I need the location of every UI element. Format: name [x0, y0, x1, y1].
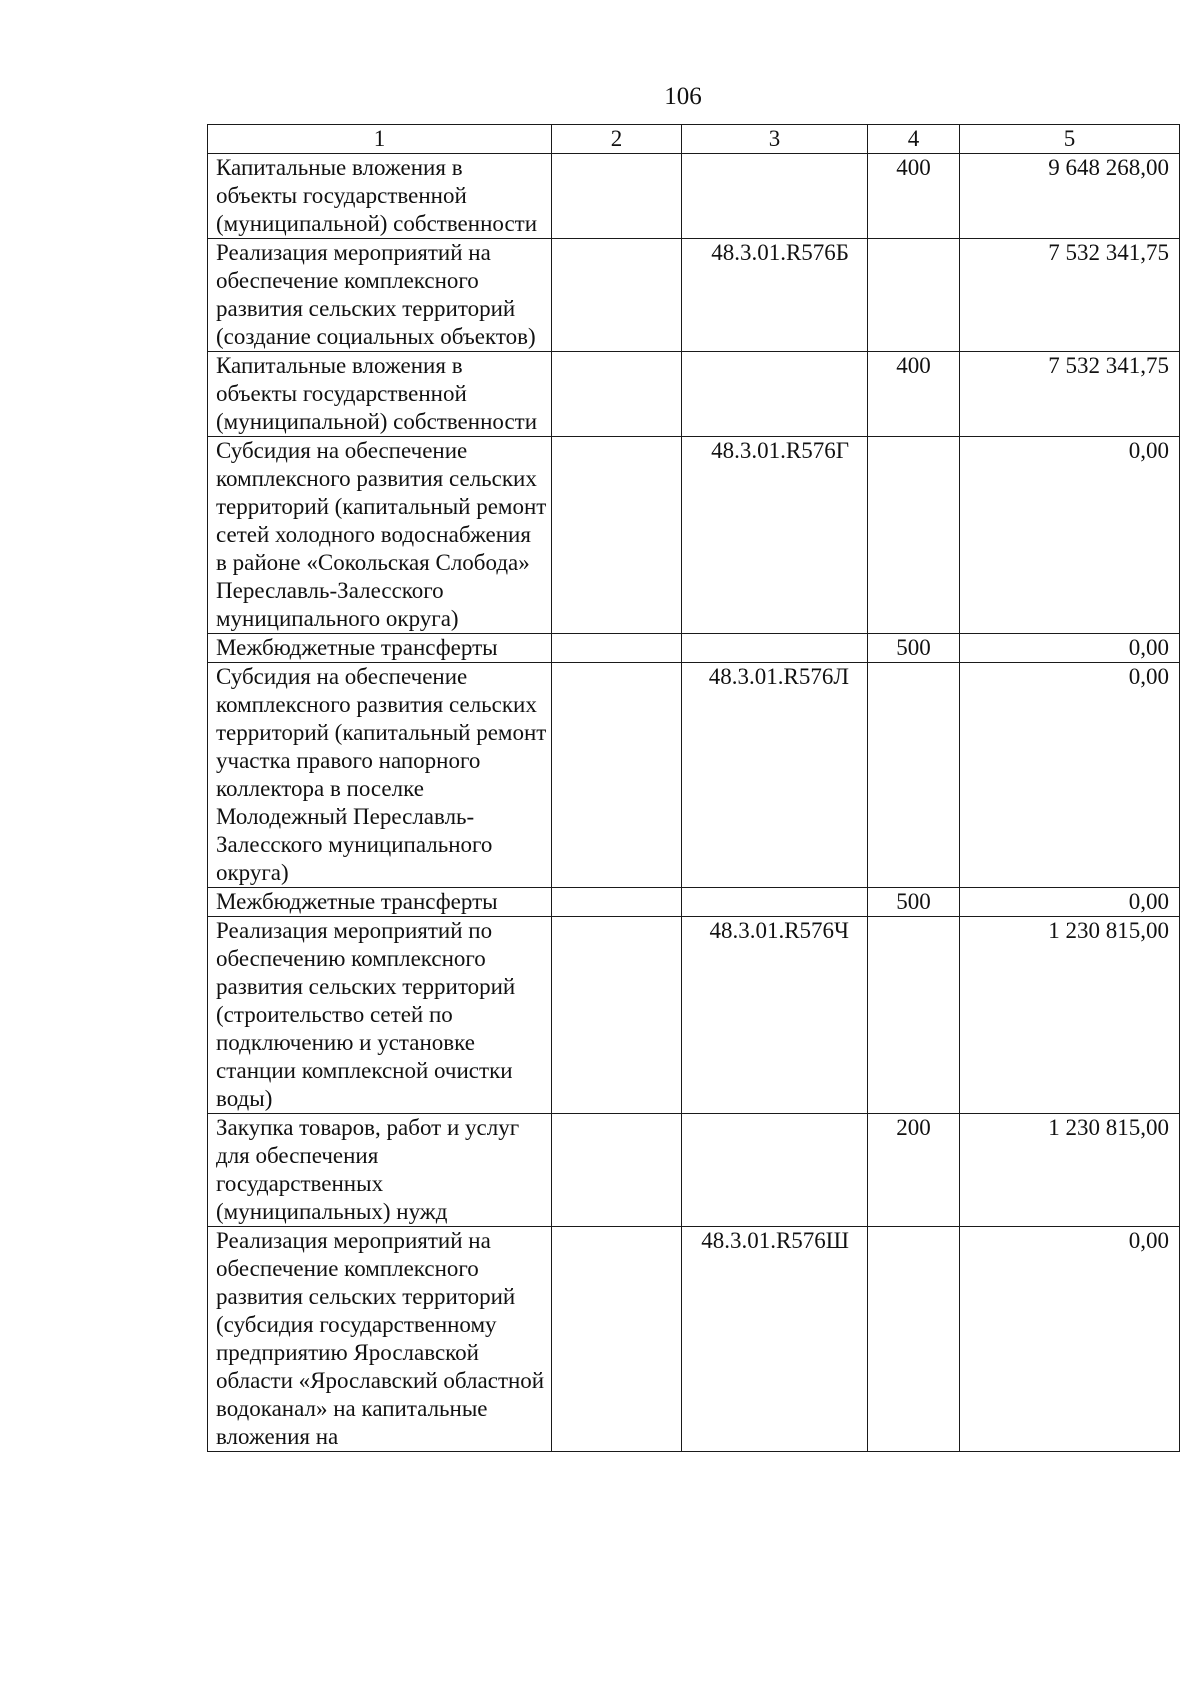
row-name: Субсидия на обеспечение комплексного развития сельских территорий (капитальный ремонт участка правого напорного коллектора в поселке Молодежный Переславль-Залесского муниципального округа): [208, 663, 552, 888]
row-type: [868, 1227, 960, 1452]
row-col2: [552, 917, 682, 1114]
row-code: 48.3.01.R576Л: [682, 663, 868, 888]
row-name: Реализация мероприятий по обеспечению комплексного развития сельских территорий (строительство сетей по подключению и установке станции комплексной очистки воды): [208, 917, 552, 1114]
row-col2: [552, 1227, 682, 1452]
row-amount: 7 532 341,75: [960, 352, 1180, 437]
table-row: [208, 1114, 1180, 1227]
column-number-row: [208, 125, 1180, 154]
row-col2: [552, 1114, 682, 1227]
row-type: [868, 239, 960, 352]
row-name: Межбюджетные трансферты: [208, 888, 552, 917]
row-type: [868, 917, 960, 1114]
row-amount: 0,00: [960, 888, 1180, 917]
row-code: 48.3.01.R576Ш: [682, 1227, 868, 1452]
column-header: 2: [552, 125, 682, 154]
row-type: 500: [868, 888, 960, 917]
row-code: [682, 1114, 868, 1227]
row-type: [868, 437, 960, 634]
row-code: [682, 154, 868, 239]
row-code: [682, 634, 868, 663]
row-amount: 7 532 341,75: [960, 239, 1180, 352]
row-col2: [552, 352, 682, 437]
table-row: [208, 352, 1180, 437]
row-name: Закупка товаров, работ и услуг для обеспечения государственных (муниципальных) нужд: [208, 1114, 552, 1227]
row-col2: [552, 634, 682, 663]
table-row: [208, 634, 1180, 663]
column-header: 1: [208, 125, 552, 154]
row-col2: [552, 437, 682, 634]
budget-table: [207, 124, 1180, 1452]
row-code: 48.3.01.R576Г: [682, 437, 868, 634]
row-amount: 0,00: [960, 437, 1180, 634]
row-type: 200: [868, 1114, 960, 1227]
column-header: 3: [682, 125, 868, 154]
row-name: Капитальные вложения в объекты государственной (муниципальной) собственности: [208, 352, 552, 437]
row-code: 48.3.01.R576Ч: [682, 917, 868, 1114]
row-amount: 1 230 815,00: [960, 1114, 1180, 1227]
row-code: 48.3.01.R576Б: [682, 239, 868, 352]
column-header: 5: [960, 125, 1180, 154]
table-row: [208, 1227, 1180, 1452]
row-name: Капитальные вложения в объекты государственной (муниципальной) собственности: [208, 154, 552, 239]
table-row: [208, 437, 1180, 634]
table-row: [208, 888, 1180, 917]
row-name: Межбюджетные трансферты: [208, 634, 552, 663]
row-amount: 1 230 815,00: [960, 917, 1180, 1114]
row-col2: [552, 239, 682, 352]
page-number: 106: [664, 83, 702, 110]
row-col2: [552, 154, 682, 239]
row-name: Реализация мероприятий на обеспечение комплексного развития сельских территорий (создание социальных объектов): [208, 239, 552, 352]
table-row: [208, 239, 1180, 352]
row-code: [682, 888, 868, 917]
row-amount: 0,00: [960, 634, 1180, 663]
row-col2: [552, 888, 682, 917]
column-header: 4: [868, 125, 960, 154]
table-row: [208, 917, 1180, 1114]
row-type: 400: [868, 154, 960, 239]
row-type: [868, 663, 960, 888]
row-name: Реализация мероприятий на обеспечение комплексного развития сельских территорий (субсидия государственному предприятию Ярославской области «Ярославский областной водоканал» на капитальные вложения на: [208, 1227, 552, 1452]
row-type: 400: [868, 352, 960, 437]
row-type: 500: [868, 634, 960, 663]
row-amount: 9 648 268,00: [960, 154, 1180, 239]
table-row: [208, 154, 1180, 239]
row-col2: [552, 663, 682, 888]
row-amount: 0,00: [960, 663, 1180, 888]
row-name: Субсидия на обеспечение комплексного развития сельских территорий (капитальный ремонт сетей холодного водоснабжения в районе «Сокольская Слобода» Переславль-Залесского муниципального округа): [208, 437, 552, 634]
row-amount: 0,00: [960, 1227, 1180, 1452]
table-row: [208, 663, 1180, 888]
row-code: [682, 352, 868, 437]
